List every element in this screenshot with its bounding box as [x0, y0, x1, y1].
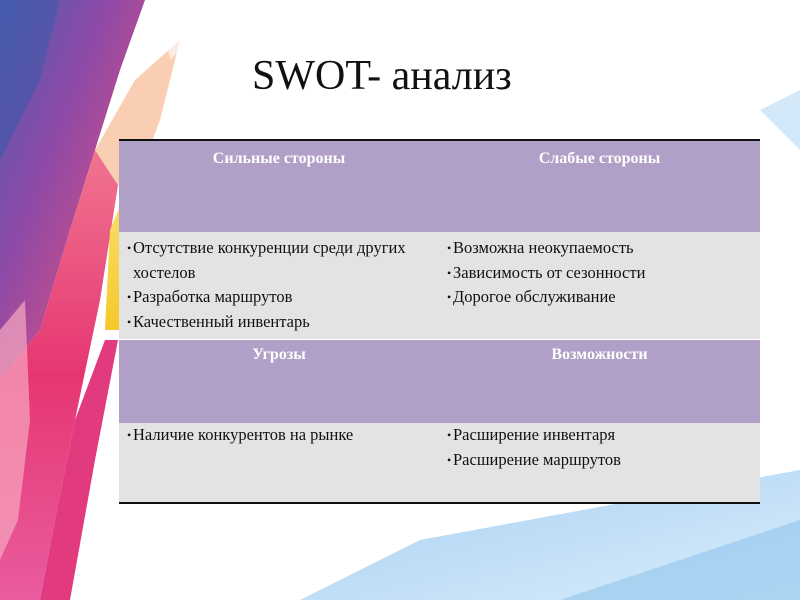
header-threats: Угрозы	[119, 339, 439, 423]
swot-table	[119, 139, 760, 504]
list-item: • Дорогое обслуживание	[447, 285, 754, 310]
list-item: • Наличие конкурентов на рынке	[127, 423, 433, 448]
list-item: • Качественный инвентарь	[127, 310, 433, 335]
list-item: • Возможна неокупаемость	[447, 236, 754, 261]
body-row-bottom	[119, 423, 760, 503]
slide-title: SWOT- анализ	[252, 53, 512, 99]
list-item: • Отсутствие конкуренции среди других хостелов	[127, 236, 433, 285]
threats-cell	[119, 423, 439, 503]
strengths-cell	[119, 232, 439, 339]
body-row-top	[119, 232, 760, 339]
list-item: • Зависимость от сезонности	[447, 261, 754, 286]
opportunities-cell	[439, 423, 760, 503]
list-item: • Разработка маршрутов	[127, 285, 433, 310]
header-row-bottom	[119, 339, 760, 423]
header-opportunities: Возможности	[439, 339, 760, 423]
header-strengths: Сильные стороны	[119, 140, 439, 232]
list-item: • Расширение инвентаря	[447, 423, 754, 448]
list-item: • Расширение маршрутов	[447, 448, 754, 473]
header-row-top	[119, 140, 760, 232]
weaknesses-cell	[439, 232, 760, 339]
header-weaknesses: Слабые стороны	[439, 140, 760, 232]
